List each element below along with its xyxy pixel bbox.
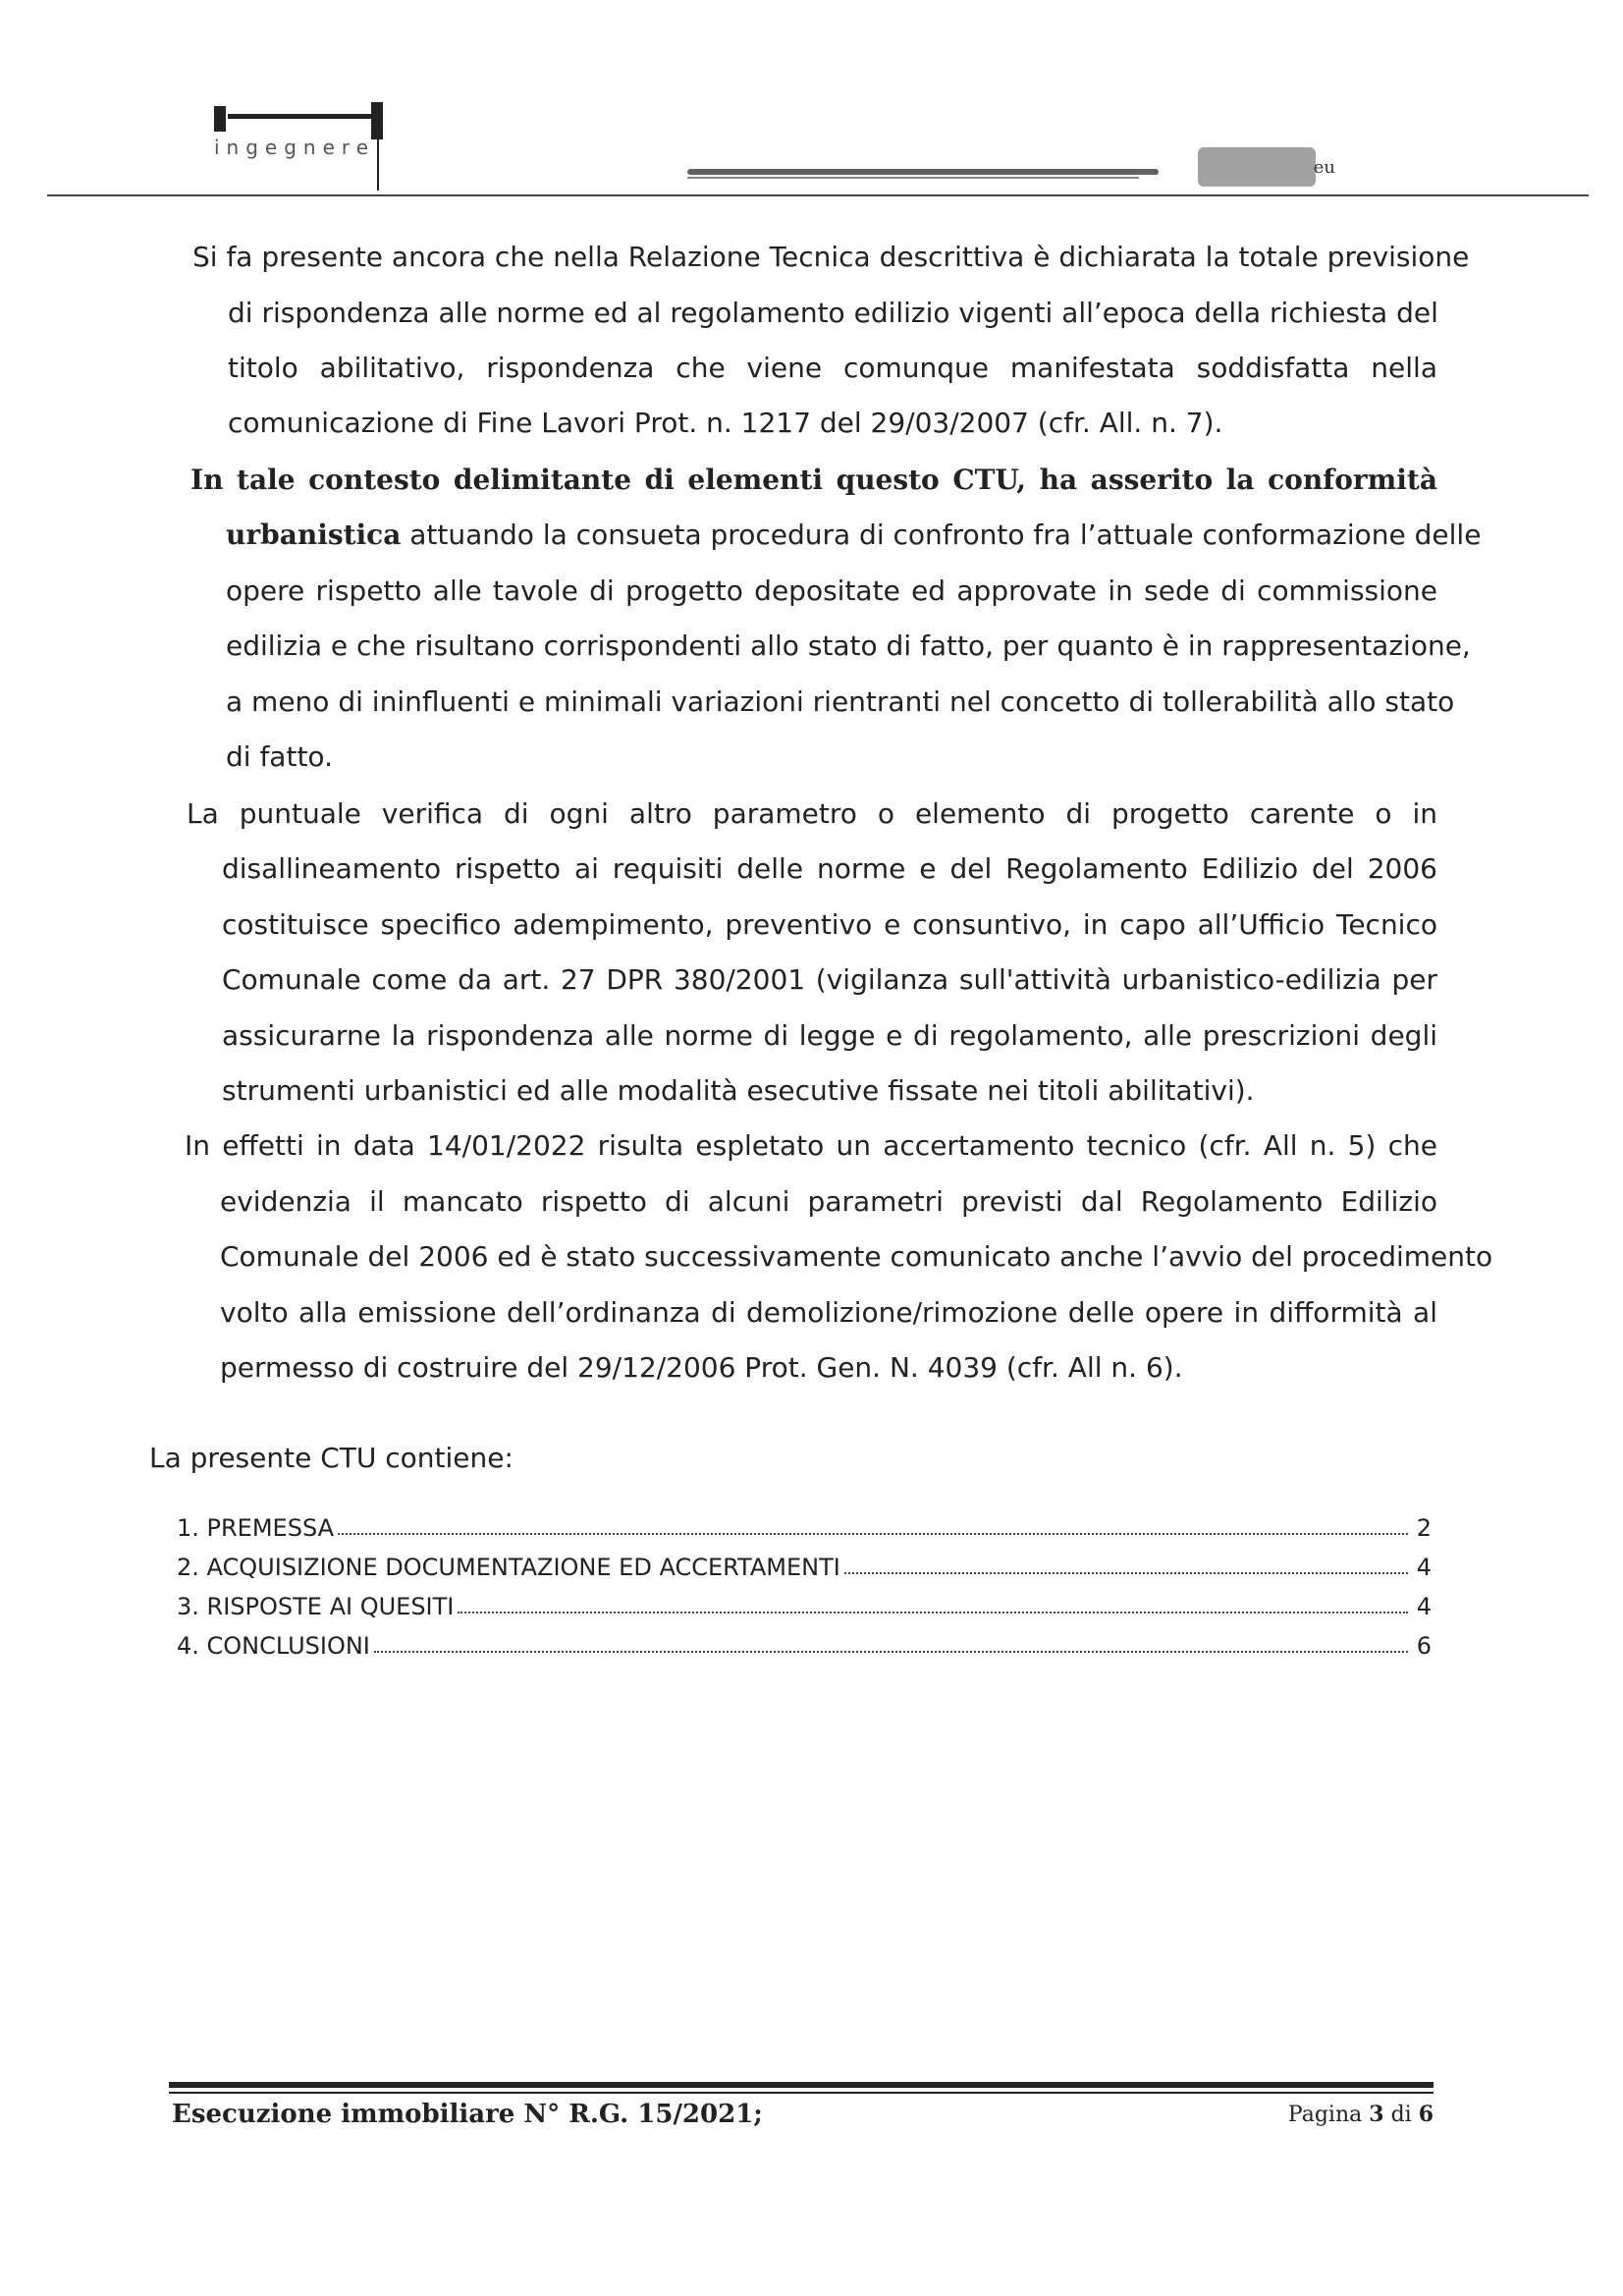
p3-line-5: assicurarne la rispondenza alle norme di legge e di regolamento, alle prescrizioni degli (222, 1019, 1437, 1052)
footer-case-number: Esecuzione immobiliare N° R.G. 15/2021; (172, 2100, 763, 2129)
header-site: eu (1313, 157, 1335, 178)
p4-line-3: Comunale del 2006 ed è stato successivamente comunicato anche l’avvio del procedimento (220, 1240, 1493, 1273)
toc-item[interactable] (177, 1548, 1432, 1581)
toc-leader (374, 1650, 1408, 1653)
p4-line-2: evidenzia il mancato rispetto di alcuni parametri previsti dal Regolamento Edilizio (220, 1185, 1437, 1218)
toc-item-page: 4 (1416, 1554, 1432, 1581)
footer-rule-thick (169, 2082, 1434, 2088)
p4-line-1: In effetti in data 14/01/2022 risulta espletato un accertamento tecnico (cfr. All n. 5) che (185, 1129, 1437, 1162)
toc-item[interactable] (177, 1508, 1432, 1542)
p2-line-5: a meno di ininfluenti e minimali variazioni rientranti nel concetto di tollerabilità allo stato (226, 685, 1455, 718)
toc-item-label: 3. RISPOSTE AI QUESITI (177, 1593, 455, 1620)
p1-line-3: titolo abilitativo, rispondenza che viene comunque manifestata soddisfatta nella (228, 352, 1437, 384)
header-streak (687, 169, 1159, 175)
toc-item-page: 6 (1416, 1632, 1432, 1660)
header-divider (47, 194, 1589, 196)
footer-page-sep: di (1390, 2103, 1412, 2127)
toc-leader (458, 1611, 1408, 1613)
footer-page-prefix: Pagina (1287, 2103, 1363, 2127)
toc-item-page: 2 (1416, 1514, 1432, 1542)
toc-item-label: 4. CONCLUSIONI (177, 1632, 370, 1660)
toc-item-label: 2. ACQUISIZIONE DOCUMENTAZIONE ED ACCERTAMENTI (177, 1554, 840, 1581)
p2-line-3: opere rispetto alle tavole di progetto depositate ed approvate in sede di commissione (226, 574, 1437, 607)
p1-line-1: Si fa presente ancora che nella Relazione Tecnica descrittiva è dichiarata la totale previsione (192, 241, 1470, 273)
p3-line-6: strumenti urbanistici ed alle modalità esecutive fissate nei titoli abilitativi). (222, 1074, 1255, 1107)
footer-page-current: 3 (1369, 2102, 1384, 2127)
p1-line-4: comunicazione di Fine Lavori Prot. n. 1217 del 29/03/2007 (cfr. All. n. 7). (228, 407, 1223, 439)
header-streak-thin (687, 177, 1139, 179)
page-header (0, 0, 1623, 206)
footer-page-total: 6 (1418, 2102, 1434, 2127)
toc-title: La presente CTU contiene: (149, 1442, 514, 1474)
logo-flag (371, 102, 383, 139)
logo-bar (228, 114, 375, 119)
p2-bold-word: urbanistica (226, 519, 402, 551)
footer-page-number (1267, 2102, 1434, 2127)
toc-item-page: 4 (1416, 1593, 1432, 1620)
p1-line-2: di rispondenza alle norme ed al regolamento edilizio vigenti all’epoca della richiesta del (228, 297, 1438, 329)
p4-line-5: permesso di costruire del 29/12/2006 Prot. Gen. N. 4039 (cfr. All n. 6). (220, 1351, 1183, 1384)
toc-item[interactable] (177, 1626, 1432, 1660)
logo-pole (377, 137, 379, 191)
toc-item-label: 1. PREMESSA (177, 1514, 335, 1542)
p2-line-4: edilizia e che risultano corrispondenti allo stato di fatto, per quanto è in rappresentazione, (226, 629, 1471, 662)
p3-line-1: La puntuale verifica di ogni altro parametro o elemento di progetto carente o in (187, 797, 1437, 830)
p2-line-6: di fatto. (226, 740, 333, 773)
p3-line-4: Comunale come da art. 27 DPR 380/2001 (vigilanza sull'attività urbanistico-edilizia per (222, 963, 1437, 996)
toc-leader (844, 1571, 1408, 1574)
p2-line-2 (226, 519, 1482, 551)
p2-line-1: In tale contesto delimitante di elementi questo CTU, ha asserito la conformità (190, 464, 1437, 496)
logo-text: ingegnere (214, 136, 375, 159)
footer-rule-thin (169, 2092, 1434, 2094)
logo-mark (214, 106, 226, 132)
toc-item[interactable] (177, 1587, 1432, 1620)
p3-line-2: disallineamento rispetto ai requisiti delle norme e del Regolamento Edilizio del 2006 (222, 852, 1437, 885)
toc-leader (338, 1532, 1408, 1535)
p3-line-3: costituisce specifico adempimento, preventivo e consuntivo, in capo all’Ufficio Tecnico (222, 908, 1437, 941)
p4-line-4: volto alla emissione dell’ordinanza di demolizione/rimozione delle opere in difformità al (220, 1296, 1437, 1329)
p2-line-2-rest: attuando la consueta procedura di confronto fra l’attuale conformazione delle (401, 519, 1482, 551)
